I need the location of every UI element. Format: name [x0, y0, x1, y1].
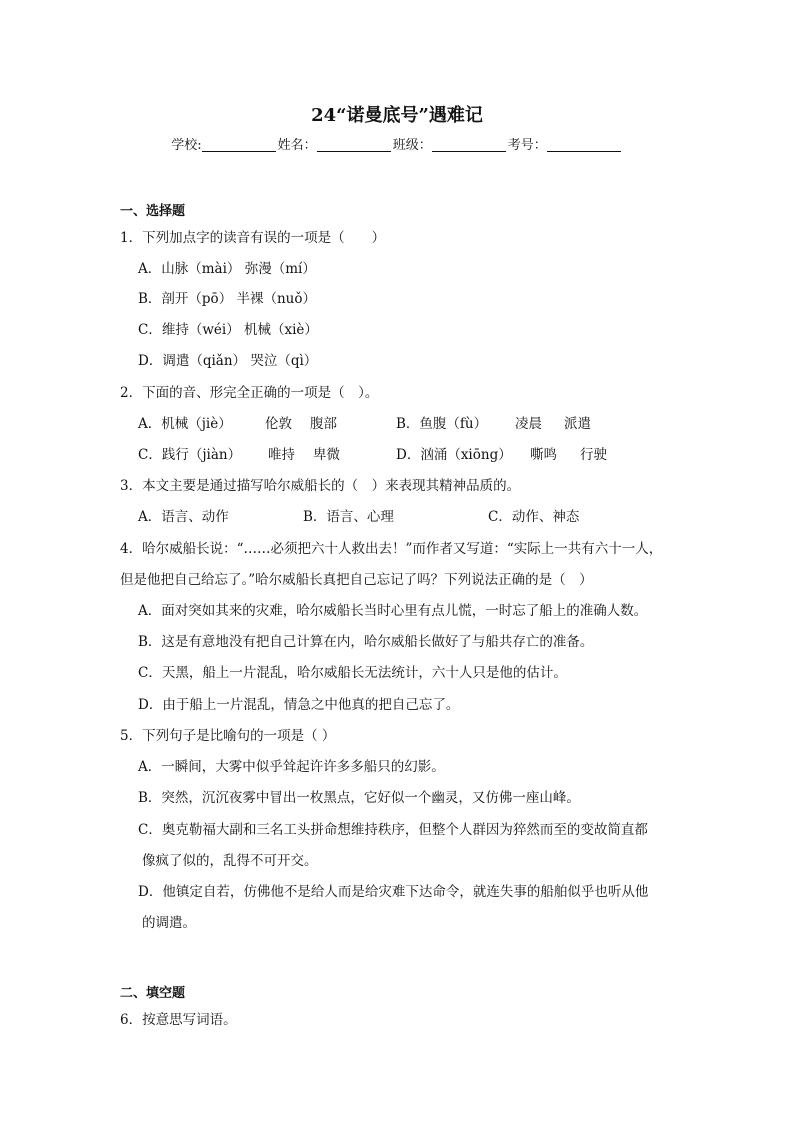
question-2-option-c-word-2: 卑微: [313, 447, 340, 463]
question-4-option-b: B．这是有意地没有把自己计算在内，哈尔威船长做好了与船共存亡的准备。: [138, 634, 594, 650]
question-1-option-b: B．剖开（pō） 半裸（nuǒ）: [138, 291, 316, 307]
question-1-stem: 1．下列加点字的读音有误的一项是（ ）: [120, 230, 386, 246]
question-5-option-d-line-2: 的调遣。: [142, 915, 196, 931]
question-6-stem: 6．按意思写词语。: [120, 1012, 237, 1028]
question-2-option-d-word-2: 行驶: [580, 447, 607, 463]
question-2-option-c-word-1: 唯持: [268, 447, 295, 463]
question-2-option-b-word-2: 派遣: [564, 416, 591, 432]
question-1-option-d: D．调遣（qiǎn） 哭泣（qì）: [138, 353, 318, 369]
question-2-stem: 2．下面的音、形完全正确的一项是（ ）。: [120, 385, 379, 401]
question-2-option-b: B．鱼腹（fù）: [396, 416, 488, 432]
question-5-option-b: B．突然，沉沉夜雾中冒出一枚黑点，它好似一个幽灵，又仿佛一座山峰。: [138, 790, 580, 806]
question-2-option-a: A．机械（jiè）: [138, 416, 232, 432]
question-4-option-a: A．面对突如其来的灾难，哈尔威船长当时心里有点儿慌，一时忘了船上的准确人数。: [138, 603, 648, 619]
question-5-stem: 5．下列句子是比喻句的一项是（ ）: [120, 728, 336, 744]
question-2-option-b-word-1: 凌晨: [515, 416, 542, 432]
question-4-option-c: C．天黑，船上一片混乱，哈尔威船长无法统计，六十人只是他的估计。: [138, 665, 567, 681]
class-blank[interactable]: [432, 137, 506, 152]
question-5-option-a: A．一瞬间，大雾中似乎耸起许许多多船只的幻影。: [138, 759, 445, 775]
question-3-stem: 3．本文主要是通过描写哈尔威船长的（ ）来表现其精神品质的。: [120, 478, 521, 494]
question-1-option-c: C．维持（wéi） 机械（xiè）: [138, 322, 318, 338]
question-1-option-a: A．山脉（mài） 弥漫（mí）: [138, 261, 316, 277]
question-5-option-c-line-1: C．奥克勒福大副和三名工头拼命想维持秩序，但整个人群因为猝然而至的变故简直都: [138, 822, 648, 838]
school-label: 学校:: [171, 138, 202, 153]
question-2-option-a-word-2: 腹部: [310, 416, 337, 432]
page-title: 24“诺曼底号”遇难记: [311, 105, 483, 126]
question-2-option-c: C．践行（jiàn）: [138, 447, 242, 463]
section-heading-choice: 一、选择题: [120, 204, 186, 219]
question-2-option-d: D．汹涌（xiōng）: [396, 447, 512, 463]
question-3-option-a: A．语言、动作: [138, 509, 229, 525]
section-heading-fill-blank: 二、填空题: [120, 986, 186, 1001]
question-4-stem-line-2: 但是他把自己给忘了。”哈尔威船长真把自己忘记了吗？下列说法正确的是（ ）: [120, 572, 593, 588]
question-5-option-d-line-1: D．他镇定自若，仿佛他不是给人而是给灾难下达命令，就连失事的船舶似乎也听从他: [138, 884, 649, 900]
question-2-option-d-word-1: 嘶鸣: [530, 447, 557, 463]
question-3-option-b: B．语言、心理: [303, 509, 394, 525]
class-label: 班级：: [392, 138, 432, 153]
question-4-option-d: D．由于船上一片混乱，情急之中他真的把自己忘了。: [138, 697, 460, 713]
question-4-stem-line-1: 4．哈尔威船长说：“……必须把六十人救出去！”而作者又写道：“实际上一共有六十一人，: [120, 541, 663, 557]
student-info-line: [0, 136, 794, 156]
school-blank[interactable]: [202, 137, 276, 152]
exam-number-blank[interactable]: [547, 137, 621, 152]
exam-number-label: 考号：: [507, 138, 547, 153]
question-2-option-a-word-1: 伦敦: [265, 416, 292, 432]
name-label: 姓名：: [277, 138, 317, 153]
name-blank[interactable]: [317, 137, 391, 152]
question-3-option-c: C．动作、神态: [488, 509, 580, 525]
question-5-option-c-line-2: 像疯了似的，乱得不可开交。: [142, 853, 318, 869]
